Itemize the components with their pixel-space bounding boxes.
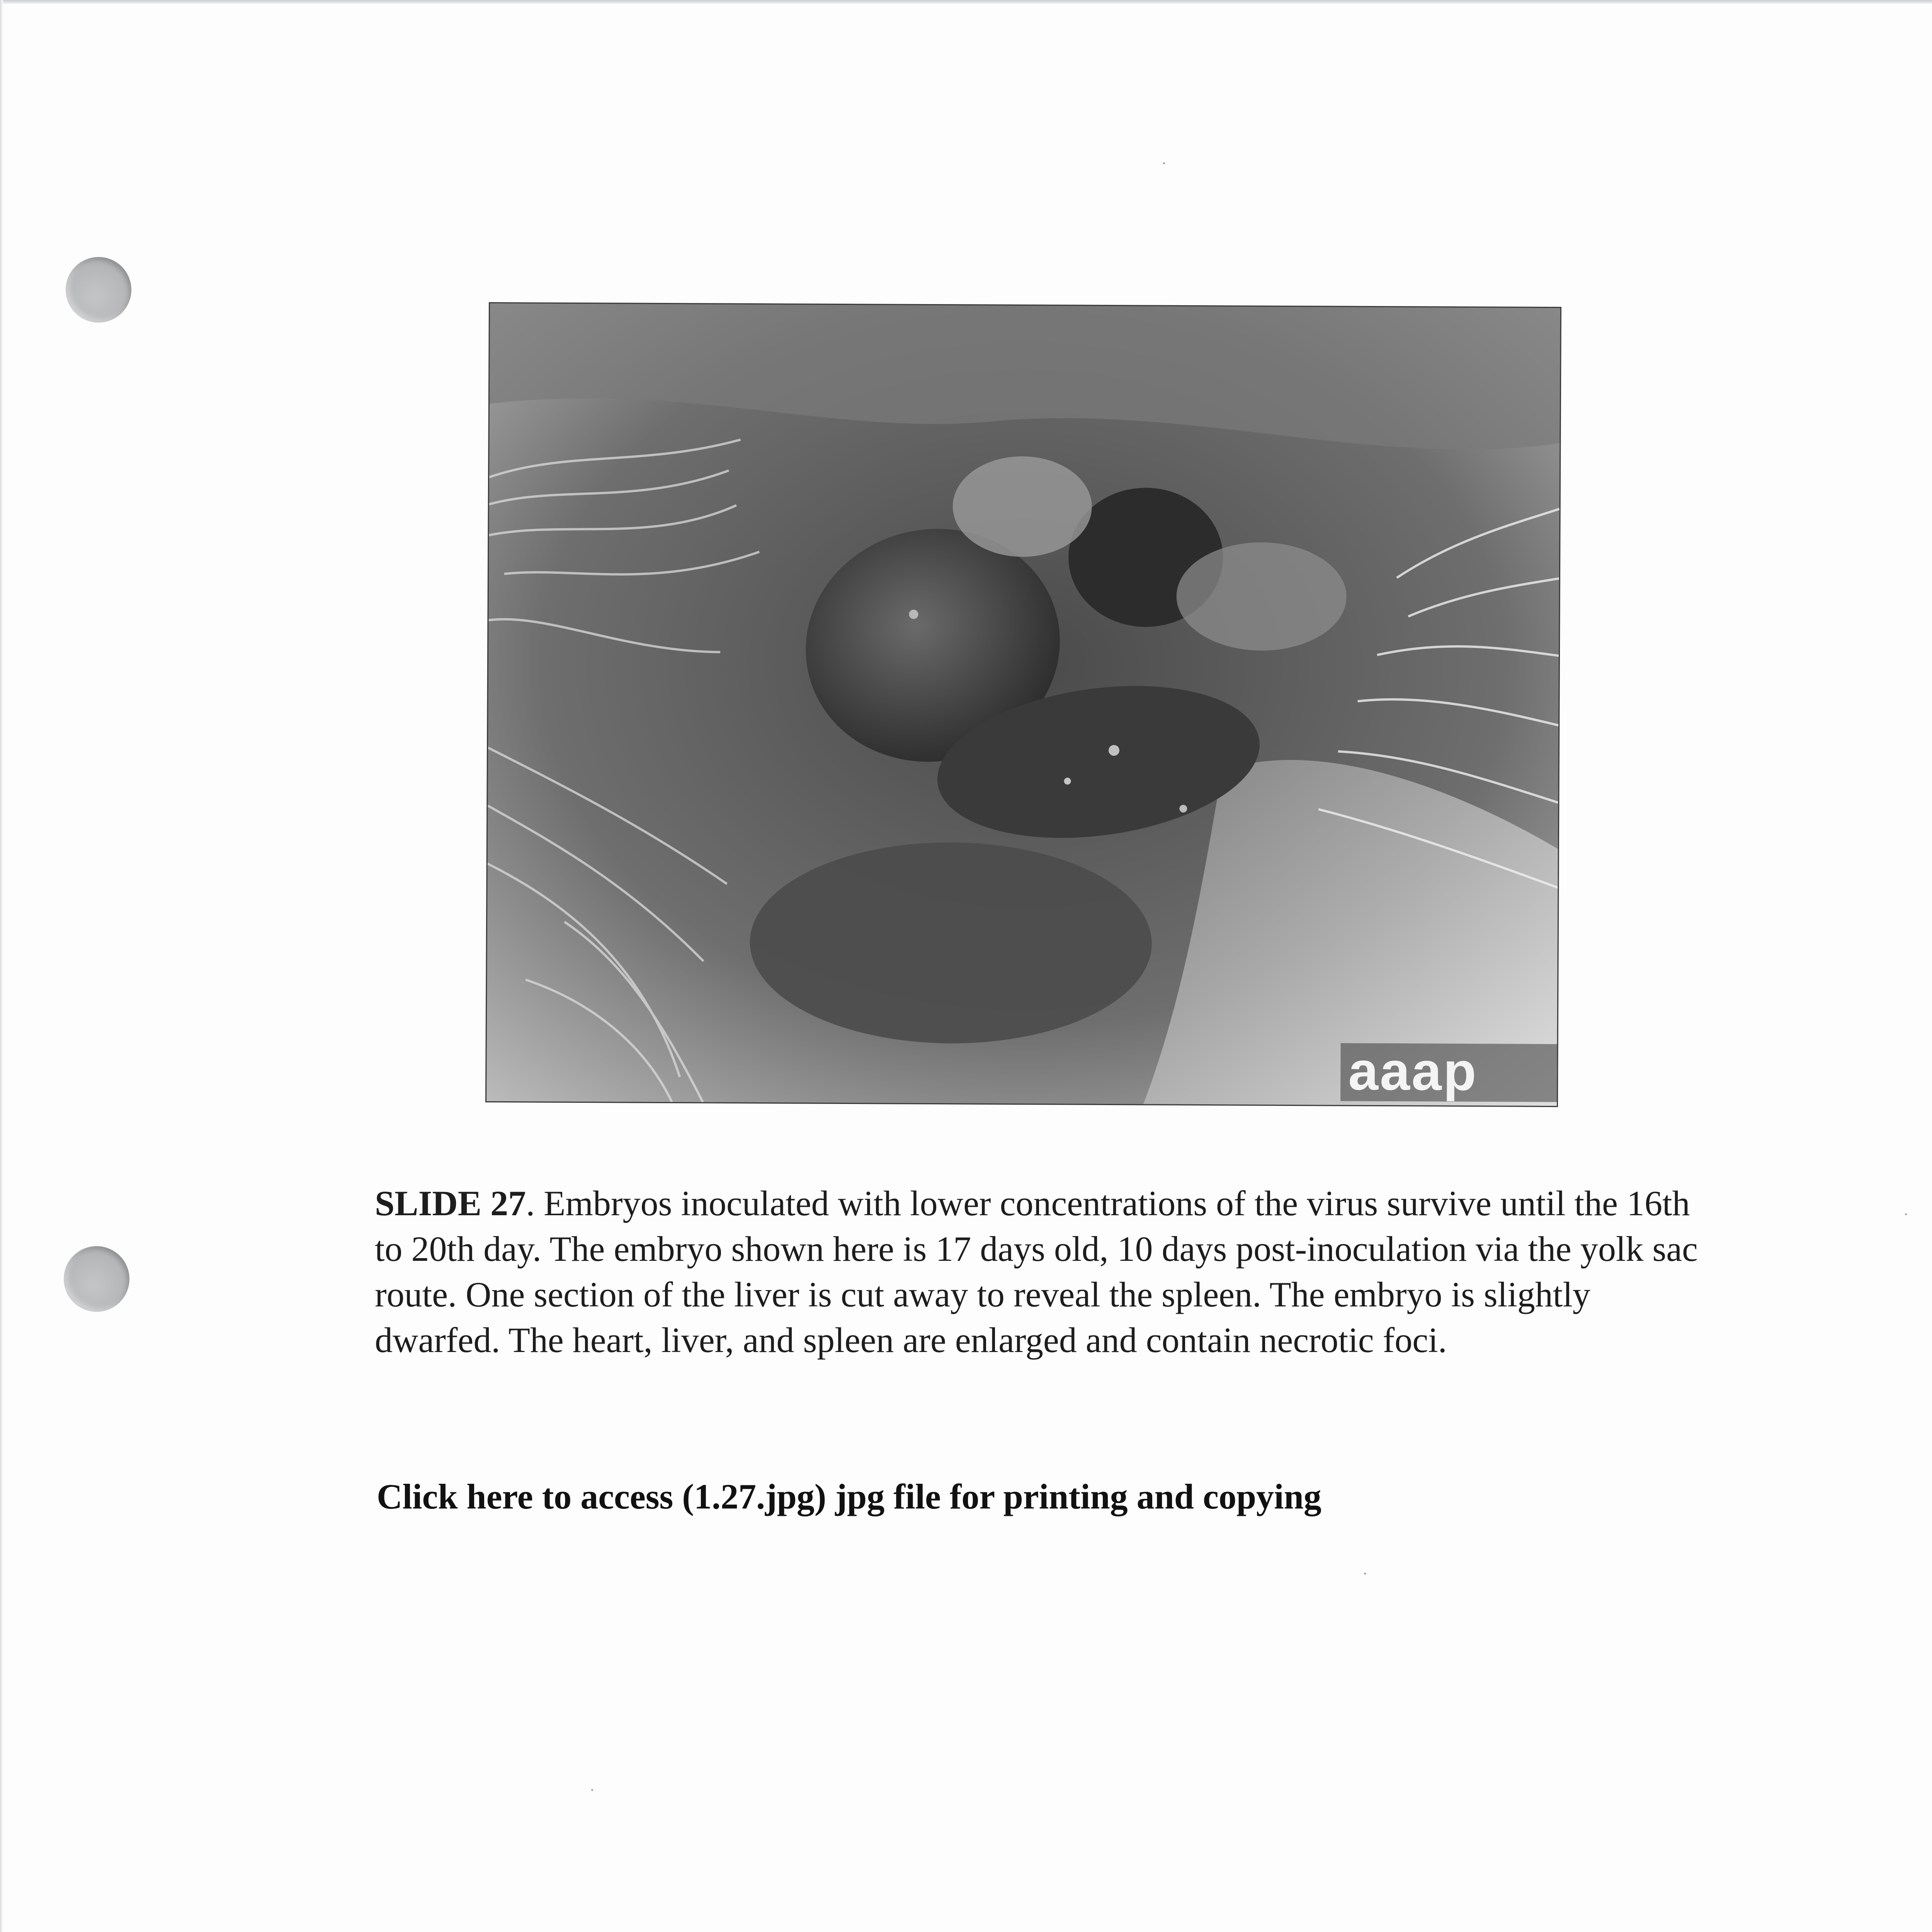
caption-text: . Embryos inoculated with lower concentrations of the virus survive until the 16th to 20th day. The embryo shown here is 17 days old, 10 days post-inoculation via the yolk sac route. One section of the liver is cut away to reveal the spleen. The embryo is slightly dwarfed. The heart, liver, and spleen are enlarged and contain necrotic foci. xyxy=(375,1184,1698,1360)
embryo-photo xyxy=(486,303,1560,1106)
binder-hole-top xyxy=(66,257,131,323)
photo-watermark: aaap xyxy=(1348,1040,1478,1102)
scan-edge-top xyxy=(0,0,1932,4)
download-jpg-link[interactable]: Click here to access (1.27.jpg) jpg file for printing and copying xyxy=(377,1477,1321,1516)
scan-speck xyxy=(1364,1573,1366,1575)
slide-caption xyxy=(375,1180,1704,1363)
scan-speck xyxy=(1905,1213,1907,1215)
scan-edge-left xyxy=(0,0,3,1932)
scan-speck xyxy=(1163,162,1165,164)
slide-label: SLIDE 27 xyxy=(375,1184,526,1223)
binder-hole-middle xyxy=(64,1246,129,1312)
embryo-photo-icon xyxy=(486,303,1560,1106)
scan-speck xyxy=(591,1789,593,1791)
